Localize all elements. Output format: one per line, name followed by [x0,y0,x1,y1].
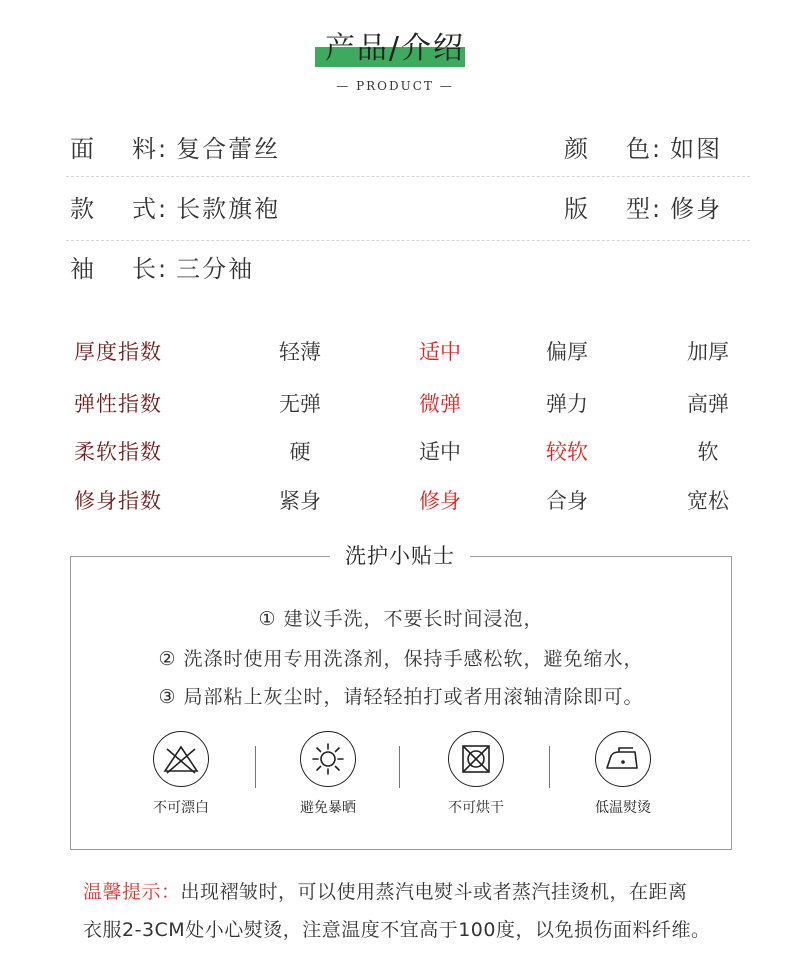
index-option-selected: 修身 [419,489,461,513]
page-title: 产品/介绍 [324,31,466,66]
index-label: 修身指数 [74,489,162,513]
index-label: 柔软指数 [74,440,162,464]
index-option-selected: 较软 [546,440,588,464]
spec-color: 颜色: 如图 [564,135,723,163]
care-line-1: ① 建议手洗，不要长时间浸泡， [258,608,544,630]
icon-label: 低温熨烫 [595,800,651,816]
spec-sleeve: 袖长: 三分袖 [70,255,255,283]
index-option: 宽松 [687,489,729,513]
index-option: 弹力 [546,392,588,416]
index-option-selected: 适中 [419,340,461,364]
index-label: 弹性指数 [74,392,162,416]
tip-text-1: 出现褶皱时，可以使用蒸汽电熨斗或者蒸汽挂烫机，在距离 [180,881,688,903]
icon-label: 不可漂白 [153,800,209,816]
index-option: 无弹 [279,392,321,416]
spec-value: 三分袖 [176,255,255,283]
spec-fabric: 面料: 复合蕾丝 [70,135,281,163]
spec-style: 款式: 长款旗袍 [70,195,281,223]
spec-key: 颜色 [564,135,652,163]
icon-label: 不可烘干 [448,800,504,816]
spec-value: 长款旗袍 [176,195,281,223]
spec-value: 如图 [670,135,723,163]
page-subtitle: — PRODUCT — [336,79,454,93]
divider [66,176,750,177]
index-option: 偏厚 [546,340,588,364]
icon-separator [255,746,256,788]
spec-value: 复合蕾丝 [176,135,281,163]
index-option: 适中 [419,440,461,464]
index-option: 合身 [546,489,588,513]
no-sun-icon [300,731,356,787]
icon-separator [399,746,400,788]
tip-line-1 [83,879,688,905]
no-tumble-dry-icon [448,731,504,787]
spec-key: 版型 [564,195,652,223]
spec-key: 面料 [70,135,158,163]
index-option: 软 [697,440,719,464]
care-title: 洗护小贴士 [330,541,470,571]
spec-key: 袖长 [70,255,158,283]
index-option: 紧身 [279,489,321,513]
care-line-2: ② 洗涤时使用专用洗涤剂，保持手感松软，避免缩水， [158,648,644,670]
divider [66,240,750,241]
page-title-wrap [0,30,790,68]
low-iron-icon [595,731,651,787]
care-line-3: ③ 局部粘上灰尘时，请轻轻拍打或者用滚轴清除即可。 [158,686,644,708]
index-label: 厚度指数 [74,340,162,364]
spec-key: 款式 [70,195,158,223]
index-option: 高弹 [687,392,729,416]
spec-value: 修身 [670,195,723,223]
spec-fit: 版型: 修身 [564,195,723,223]
icon-label: 避免暴晒 [300,800,356,816]
index-option: 硬 [289,440,311,464]
no-bleach-icon [153,731,209,787]
icon-separator [549,746,550,788]
index-option: 加厚 [687,340,729,364]
tip-line-2: 衣服2-3CM处小心熨烫，注意温度不宜高于100度，以免损伤面料纤维。 [83,919,711,941]
index-option: 轻薄 [279,340,321,364]
tip-prefix: 温馨提示： [83,881,181,903]
index-option-selected: 微弹 [419,392,461,416]
